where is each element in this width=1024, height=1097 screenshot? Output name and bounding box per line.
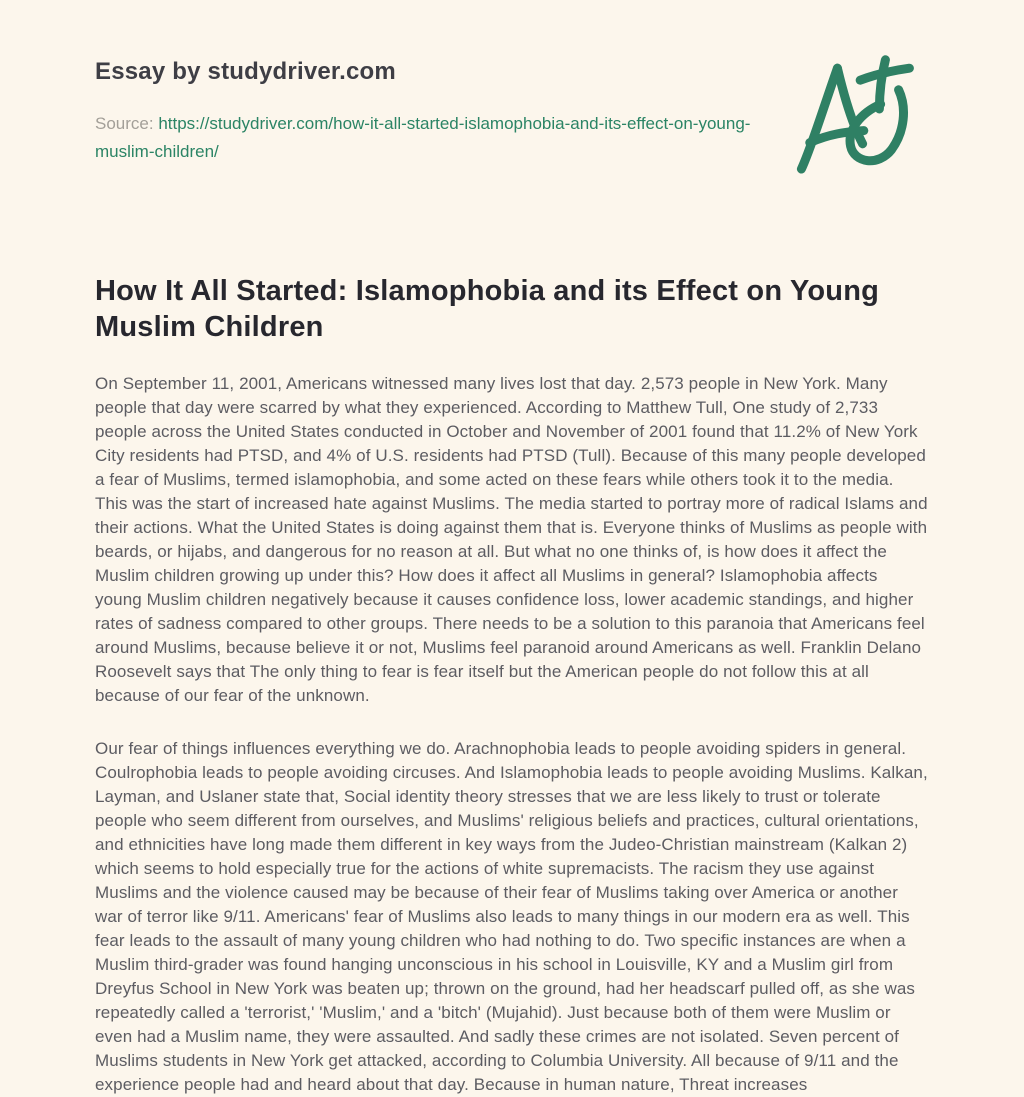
essay-title: How It All Started: Islamophobia and its Effect on Young Muslim Children [95, 275, 880, 343]
essay-paragraph-2: Our fear of things influences everything we do. Arachnophobia leads to people avoiding spiders in general. Coulrophobia leads to people avoiding circuses. And Islamophobia leads to people avoiding Muslims. Kalkan, Layman, and Uslaner state that, Social identity theory stresses that we are less likely to trust or tolerate people who seem different from ourselves, and Muslims' religious beliefs and practices, cultural orientations, and ethnicities have long made them different in key ways from the Judeo-Christian mainstream (Kalkan 2) which seems to hold especially true for the actions of white supremacists. The racism they use against Muslims and the violence caused may be because of their fear of Muslims taking over America or another war of terror like 9/11. Americans' fear of Muslims also leads to many things in our modern era as well. This fear leads to the assault of many young children who had nothing to do. Two specific instances are when a Muslim third-grader was found hanging unconscious in his school in Louisville, KY and a Muslim girl from Dreyfus School in New York was beaten up; thrown on the ground, had her headscarf pulled off, as she was repeatedly called a 'terrorist,' 'Muslim,' and a 'bitch' (Mujahid). Just because both of them were Muslim or even had a Muslim name, they were assaulted. And sadly these crimes are not isolated. Seven percent of Muslims students in New York get attacked, according to Columbia University. All because of 9/11 and the experience people had and heard about that day. Because in human nature, Threat increases [95, 739, 928, 1094]
source-line [95, 110, 755, 166]
byline: Essay by studydriver.com [95, 58, 396, 85]
source-label: Source: [95, 114, 154, 133]
a-plus-logo-icon [793, 54, 925, 181]
essay-body [95, 372, 929, 1097]
header-text-block [95, 52, 755, 166]
source-link[interactable]: https://studydriver.com/how-it-all-started-islamophobia-and-its-effect-on-young-muslim-children/ [95, 114, 751, 161]
essay-paragraph-1: On September 11, 2001, Americans witnessed many lives lost that day. 2,573 people in New York. Many people that day were scarred by what they experienced. According to Matthew Tull, One study of 2,733 people across the United States conducted in October and November of 2001 found that 11.2% of New York City residents had PTSD, and 4% of U.S. residents had PTSD (Tull). Because of this many people developed a fear of Muslims, termed islamophobia, and some acted on these fears while others took it to the media. This was the start of increased hate against Muslims. The media started to portray more of radical Islams and their actions. What the United States is doing against them that is. Everyone thinks of Muslims as people with beards, or hijabs, and dangerous for no reason at all. But what no one thinks of, is how does it affect the Muslim children growing up under this? How does it affect all Muslims in general? Islamophobia affects young Muslim children negatively because it causes confidence loss, lower academic standings, and higher rates of sadness compared to other groups. There needs to be a solution to this paranoia that Americans feel around Muslims, because believe it or not, Muslims feel paranoid around Americans as well. Franklin Delano Roosevelt says that The only thing to fear is fear itself but the American people do not follow this at all because of our fear of the unknown. [95, 374, 928, 705]
page-header [95, 52, 929, 181]
